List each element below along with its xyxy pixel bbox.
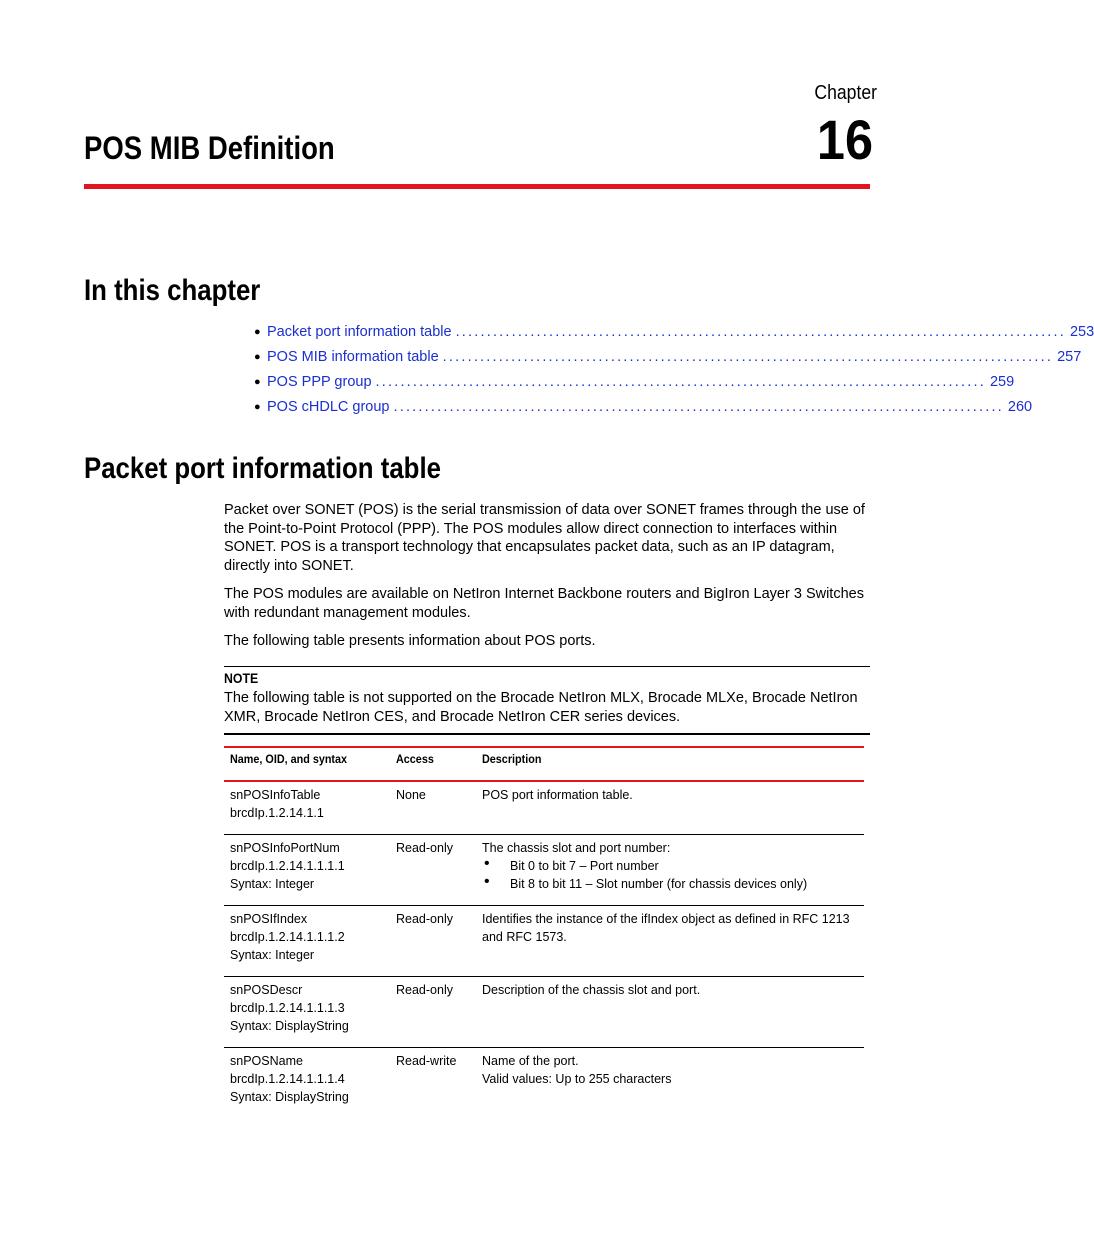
object-oid: brcdIp.1.2.14.1.1.1.3 xyxy=(230,1001,345,1015)
column-header-name: Name, OID, and syntax xyxy=(224,747,390,781)
intro-paragraph: Packet over SONET (POS) is the serial transmission of data over SONET frames through the use of the Point-to-Point Protocol (PPP). The POS modules allow direct connection to interfaces within SONET. POS is a transport technology that encapsulates packet data, such as an IP datagram, directly into SONET. xyxy=(224,502,865,574)
chapter-number: 16 xyxy=(816,108,873,171)
bullet-item: • Bit 8 to bit 11 – Slot number (for chassis devices only) xyxy=(482,875,858,893)
access-cell: Read-only xyxy=(390,835,476,906)
table-row xyxy=(224,835,864,906)
toc-page[interactable]: 253 xyxy=(1069,324,1094,340)
description-text: Identifies the instance of the ifIndex object as defined in RFC 1213 and RFC 1573. xyxy=(482,912,850,944)
toc-leader: .................................................................................................. xyxy=(442,349,1054,365)
table-header-row xyxy=(224,747,864,781)
toc-page[interactable]: 260 xyxy=(1007,399,1033,415)
bullet-icon: ● xyxy=(254,351,261,363)
table-row xyxy=(224,1048,864,1119)
note-box xyxy=(224,666,870,735)
name-cell xyxy=(224,977,390,1048)
object-oid: brcdIp.1.2.14.1.1.1.2 xyxy=(230,930,345,944)
toc-leader: .................................................................................................. xyxy=(393,399,1004,415)
table-row xyxy=(224,781,864,835)
toc-page[interactable]: 257 xyxy=(1057,349,1082,365)
toc-item[interactable] xyxy=(254,372,1015,397)
modules-paragraph: The POS modules are available on NetIron Internet Backbone routers and BigIron Layer 3 Switches with redundant management modules. xyxy=(224,586,864,621)
description-cell xyxy=(476,977,864,1048)
toc-leader: .................................................................................................. xyxy=(455,324,1066,340)
description-cell xyxy=(476,835,864,906)
toc-item[interactable] xyxy=(254,322,1094,347)
description-text: Name of the port. xyxy=(482,1054,579,1068)
bullet-list xyxy=(482,857,858,893)
object-name: snPOSInfoPortNum xyxy=(230,841,340,855)
toc-item[interactable] xyxy=(254,347,1082,372)
table-row xyxy=(224,977,864,1048)
chapter-toc xyxy=(254,322,1094,422)
description-cell xyxy=(476,1048,864,1119)
toc-link[interactable]: POS PPP group xyxy=(267,374,372,390)
column-header-description: Description xyxy=(476,747,864,781)
description-cell xyxy=(476,906,864,977)
note-label: NOTE xyxy=(224,670,259,686)
toc-link[interactable]: Packet port information table xyxy=(267,324,452,340)
section-heading: Packet port information table xyxy=(84,452,441,485)
column-header-access: Access xyxy=(390,747,476,781)
toc-leader: .................................................................................................. xyxy=(375,374,986,390)
bullet-icon: ● xyxy=(254,326,261,338)
toc-item[interactable] xyxy=(254,397,1033,422)
title-rule xyxy=(84,184,870,189)
chapter-label: Chapter xyxy=(814,82,877,104)
object-name: snPOSName xyxy=(230,1054,303,1068)
table-row xyxy=(224,906,864,977)
access-cell: None xyxy=(390,781,476,835)
access-cell: Read-write xyxy=(396,1054,457,1068)
description-text: Valid values: Up to 255 characters xyxy=(482,1072,672,1086)
description-text: The chassis slot and port number: xyxy=(482,841,671,855)
table-intro-paragraph: The following table presents information about POS ports. xyxy=(224,633,596,649)
pos-port-info-table xyxy=(224,746,864,1118)
object-oid: brcdIp.1.2.14.1.1.1.4 xyxy=(230,1072,345,1086)
object-name: snPOSIfIndex xyxy=(230,912,308,926)
object-syntax: Syntax: Integer xyxy=(230,877,315,891)
bullet-icon: ● xyxy=(254,401,261,413)
in-this-chapter-heading: In this chapter xyxy=(84,274,261,307)
bullet-item: • Bit 0 to bit 7 – Port number xyxy=(482,857,858,875)
access-cell: Read-only xyxy=(390,906,476,977)
name-cell xyxy=(224,835,390,906)
page-title: POS MIB Definition xyxy=(84,130,335,166)
object-syntax: Syntax: Integer xyxy=(230,948,315,962)
object-name: snPOSDescr xyxy=(230,983,303,997)
description-text: POS port information table. xyxy=(482,788,633,802)
toc-link[interactable]: POS MIB information table xyxy=(267,349,439,365)
object-syntax: Syntax: DisplayString xyxy=(230,1019,349,1033)
bullet-icon: ● xyxy=(254,376,261,388)
description-text: Description of the chassis slot and port. xyxy=(482,983,701,997)
toc-link[interactable]: POS cHDLC group xyxy=(267,399,390,415)
object-syntax: Syntax: DisplayString xyxy=(230,1090,349,1104)
name-cell xyxy=(224,781,390,835)
object-oid: brcdIp.1.2.14.1.1 xyxy=(230,806,324,820)
name-cell xyxy=(224,906,390,977)
object-oid: brcdIp.1.2.14.1.1.1.1 xyxy=(230,859,345,873)
note-text: The following table is not supported on the Brocade NetIron MLX, Brocade MLXe, Brocade NetIron XMR, Brocade NetIron CES, and Brocade NetIron CER series devices. xyxy=(224,690,858,725)
toc-page[interactable]: 259 xyxy=(989,374,1015,390)
access-cell: Read-only xyxy=(390,977,476,1048)
object-name: snPOSInfoTable xyxy=(230,788,321,802)
description-cell xyxy=(476,781,864,835)
name-cell xyxy=(224,1048,390,1119)
